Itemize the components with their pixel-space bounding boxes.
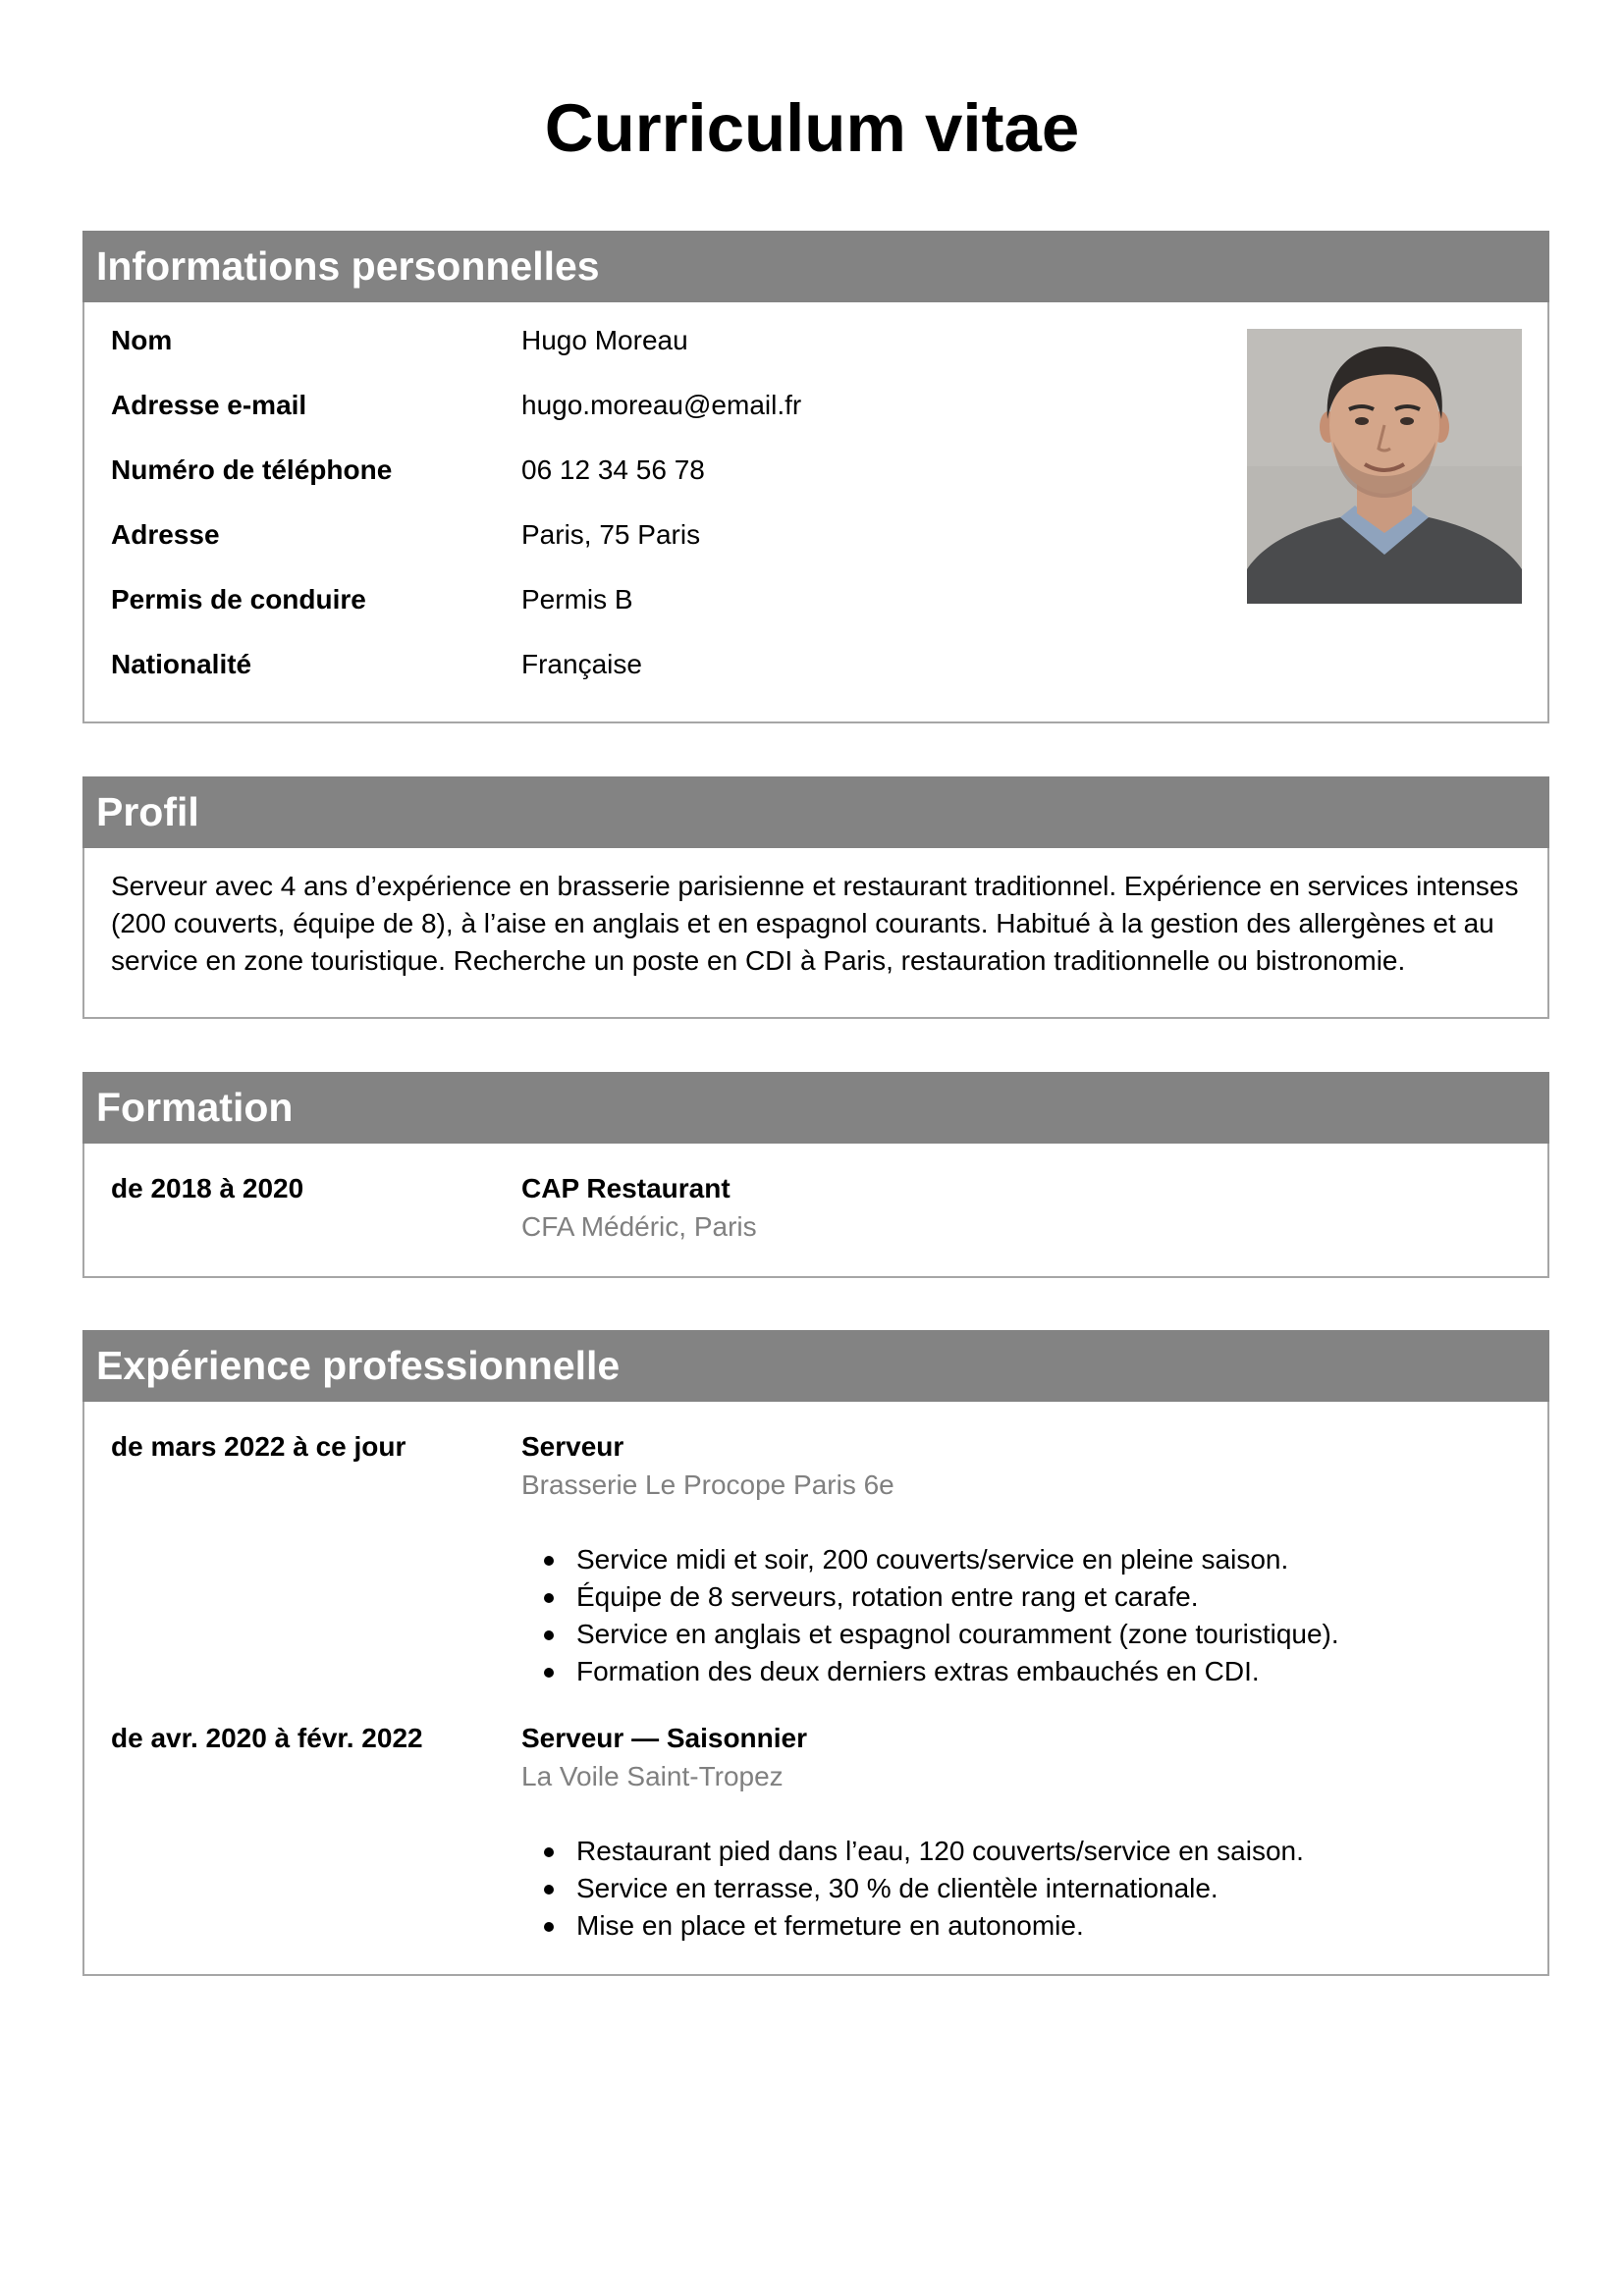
info-label: Adresse [111,519,220,550]
list-item: Équipe de 8 serveurs, rotation entre rang et carafe. [576,1578,1503,1616]
entry-title: CAP Restaurant [521,1173,731,1203]
info-value: 06 12 34 56 78 [521,454,705,485]
education-section [82,1072,1549,1278]
entry-date: de mars 2022 à ce jour [111,1431,406,1462]
entry-details [521,1169,1503,1246]
info-label: Nom [111,325,173,355]
info-value: Française [521,649,642,679]
entry-place: Brasserie Le Procope Paris 6e [521,1469,894,1500]
profile-section [82,776,1549,1019]
info-label: Permis de conduire [111,584,366,614]
list-item: Restaurant pied dans l’eau, 120 couverts/service en saison. [576,1833,1503,1870]
info-value: Permis B [521,584,633,614]
entry-details [521,1427,1503,1690]
section-header-education: Formation [82,1072,1549,1144]
portrait-icon [1247,329,1522,604]
section-header-experience: Expérience professionnelle [82,1330,1549,1402]
entry-place: CFA Médéric, Paris [521,1211,757,1242]
personal-info-section [82,231,1549,723]
entry-date: de avr. 2020 à févr. 2022 [111,1723,423,1753]
experience-section [82,1330,1549,1976]
list-item: Formation des deux derniers extras embauchés en CDI. [576,1653,1503,1690]
entry-place: La Voile Saint-Tropez [521,1761,784,1791]
entry-title: Serveur [521,1431,624,1462]
info-value: Paris, 75 Paris [521,519,701,550]
list-item: Service midi et soir, 200 couverts/service en pleine saison. [576,1541,1503,1578]
list-item: Service en anglais et espagnol couramment (zone touristique). [576,1616,1503,1653]
entry-date: de 2018 à 2020 [111,1173,304,1203]
info-value: Hugo Moreau [521,325,688,355]
entry-bullets [521,1541,1503,1690]
portrait-photo [1247,329,1522,604]
list-item: Mise en place et fermeture en autonomie. [576,1907,1503,1945]
profile-text: Serveur avec 4 ans d’expérience en brasserie parisienne et restaurant traditionnel. Expérience en services intenses (200 couverts, équipe de 8), à l’aise en anglais et en espagnol courants. Habitué à la gestion des allergènes et au service en zone touristique. Recherche un poste en CDI à Paris, restauration traditionnelle ou bistronomie. [111,871,1519,976]
page-title: Curriculum vitae [544,90,1080,166]
entry-details [521,1719,1503,1945]
entry-bullets [521,1833,1503,1945]
entry-title: Serveur — Saisonnier [521,1723,808,1753]
info-label: Adresse e-mail [111,390,307,420]
info-label: Nationalité [111,649,252,679]
info-label: Numéro de téléphone [111,454,393,485]
list-item: Service en terrasse, 30 % de clientèle internationale. [576,1870,1503,1907]
info-value: hugo.moreau@email.fr [521,390,802,420]
section-header-personal-info: Informations personnelles [82,231,1549,302]
section-header-profile: Profil [82,776,1549,848]
